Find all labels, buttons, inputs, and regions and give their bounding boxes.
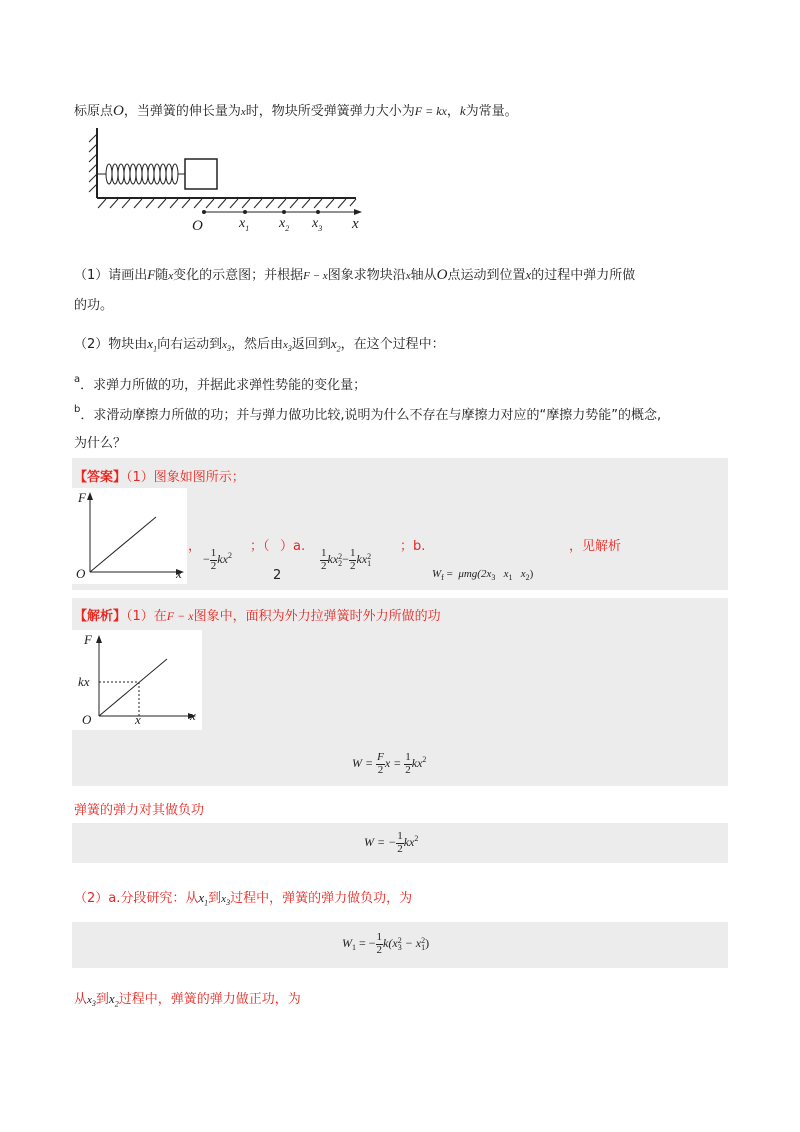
analysis-section-3: 从$x_3$到$x_2$过程中，弹簧的弹力做正功，为 [74,991,301,1009]
answer-semi2: ；b. [400,539,426,554]
answer-paren-a: ）a. [280,539,306,554]
analysis-negative-work: 弹簧的弹力对其做负功 [74,803,205,818]
question-2-sub-b: $^b$．求滑动摩擦力所做的功；并与弹力做功比较,说明为什么不存在与摩擦力对应的“摩擦力势能”的概念, [74,404,662,423]
spring-block-figure [74,126,374,238]
answer-math-2: $\frac{1}{2}$ kx 2 2 − $\frac{1}{2}$ kx 2 1 [321,547,372,572]
equation-2: W = − $\frac{1}{2}$ $kx^2$ [364,830,419,855]
analysis-graph-line [99,659,167,716]
intro-line: 标原点O，当弹簧的伸长量为x时，物块所受弹簧弹力大小为F = kx，k为常量。 [74,103,518,119]
equation-3: $W_1$ = − $\frac{1}{2}$ k(x 2 3 − x 2 1 ) [342,931,430,956]
x3-label: $x_3$ [312,216,323,233]
answer-comma: ， [188,539,202,554]
answer-graph: F O x [72,488,187,584]
analysis-line-1: 【解析】（1）在F − x图象中，面积为外力拉弹簧时外力所做的功 [74,609,441,624]
equation-1: W = $\frac{F}{2}$ x = $\frac{1}{2}$ $kx^2$ [352,751,427,776]
answer-math-wf: $W_f = \mu mg(2x_3$ $x_1$ $x_2$) [432,568,534,583]
symbol-k: k [459,103,466,118]
formula-F-kx: F = kx [414,104,447,118]
answer-tail: ，见解析 [569,539,622,554]
analysis-section-2: （2）a.分段研究：从$x_1$到$x_3$过程中，弹簧的弹力做负功，为 [74,890,413,908]
symbol-x: x [240,106,246,118]
x1-label: $x_1$ [239,216,250,233]
question-2-line: （2）物块由$x_1$向右运动到$x_3$，然后由$x_3$返回到$x_2$，在这个过程中： [74,336,445,354]
answer-semi1: ；（ [250,539,270,554]
answer-math-1: − $\frac{1}{2}$ $kx^2$ [203,547,232,572]
symbol-O: O [113,103,124,119]
origin-label: O [192,218,203,234]
question-2-sub-b-cont: 为什么？ [74,436,127,451]
block [185,159,217,189]
question-2-sub-a: $^a$．求弹力所做的功，并据此求弹性势能的变化量； [74,374,367,393]
answer-graph-line [90,517,156,572]
axis-x-label: x [352,216,359,232]
answer-num-2: 2 [273,568,282,583]
question-1-line1: （1）请画出F随x变化的示意图；并根据F − x图象求物块沿x轴从O点运动到位置x的过程中弹力所做 [74,267,636,283]
x2-label: $x_2$ [279,216,290,233]
question-1-line2: 的功。 [74,298,114,313]
analysis-graph: F kx O x x [72,630,202,730]
spring [97,164,185,184]
answer-line: 【答案】（1）图象如图所示； [74,470,245,485]
